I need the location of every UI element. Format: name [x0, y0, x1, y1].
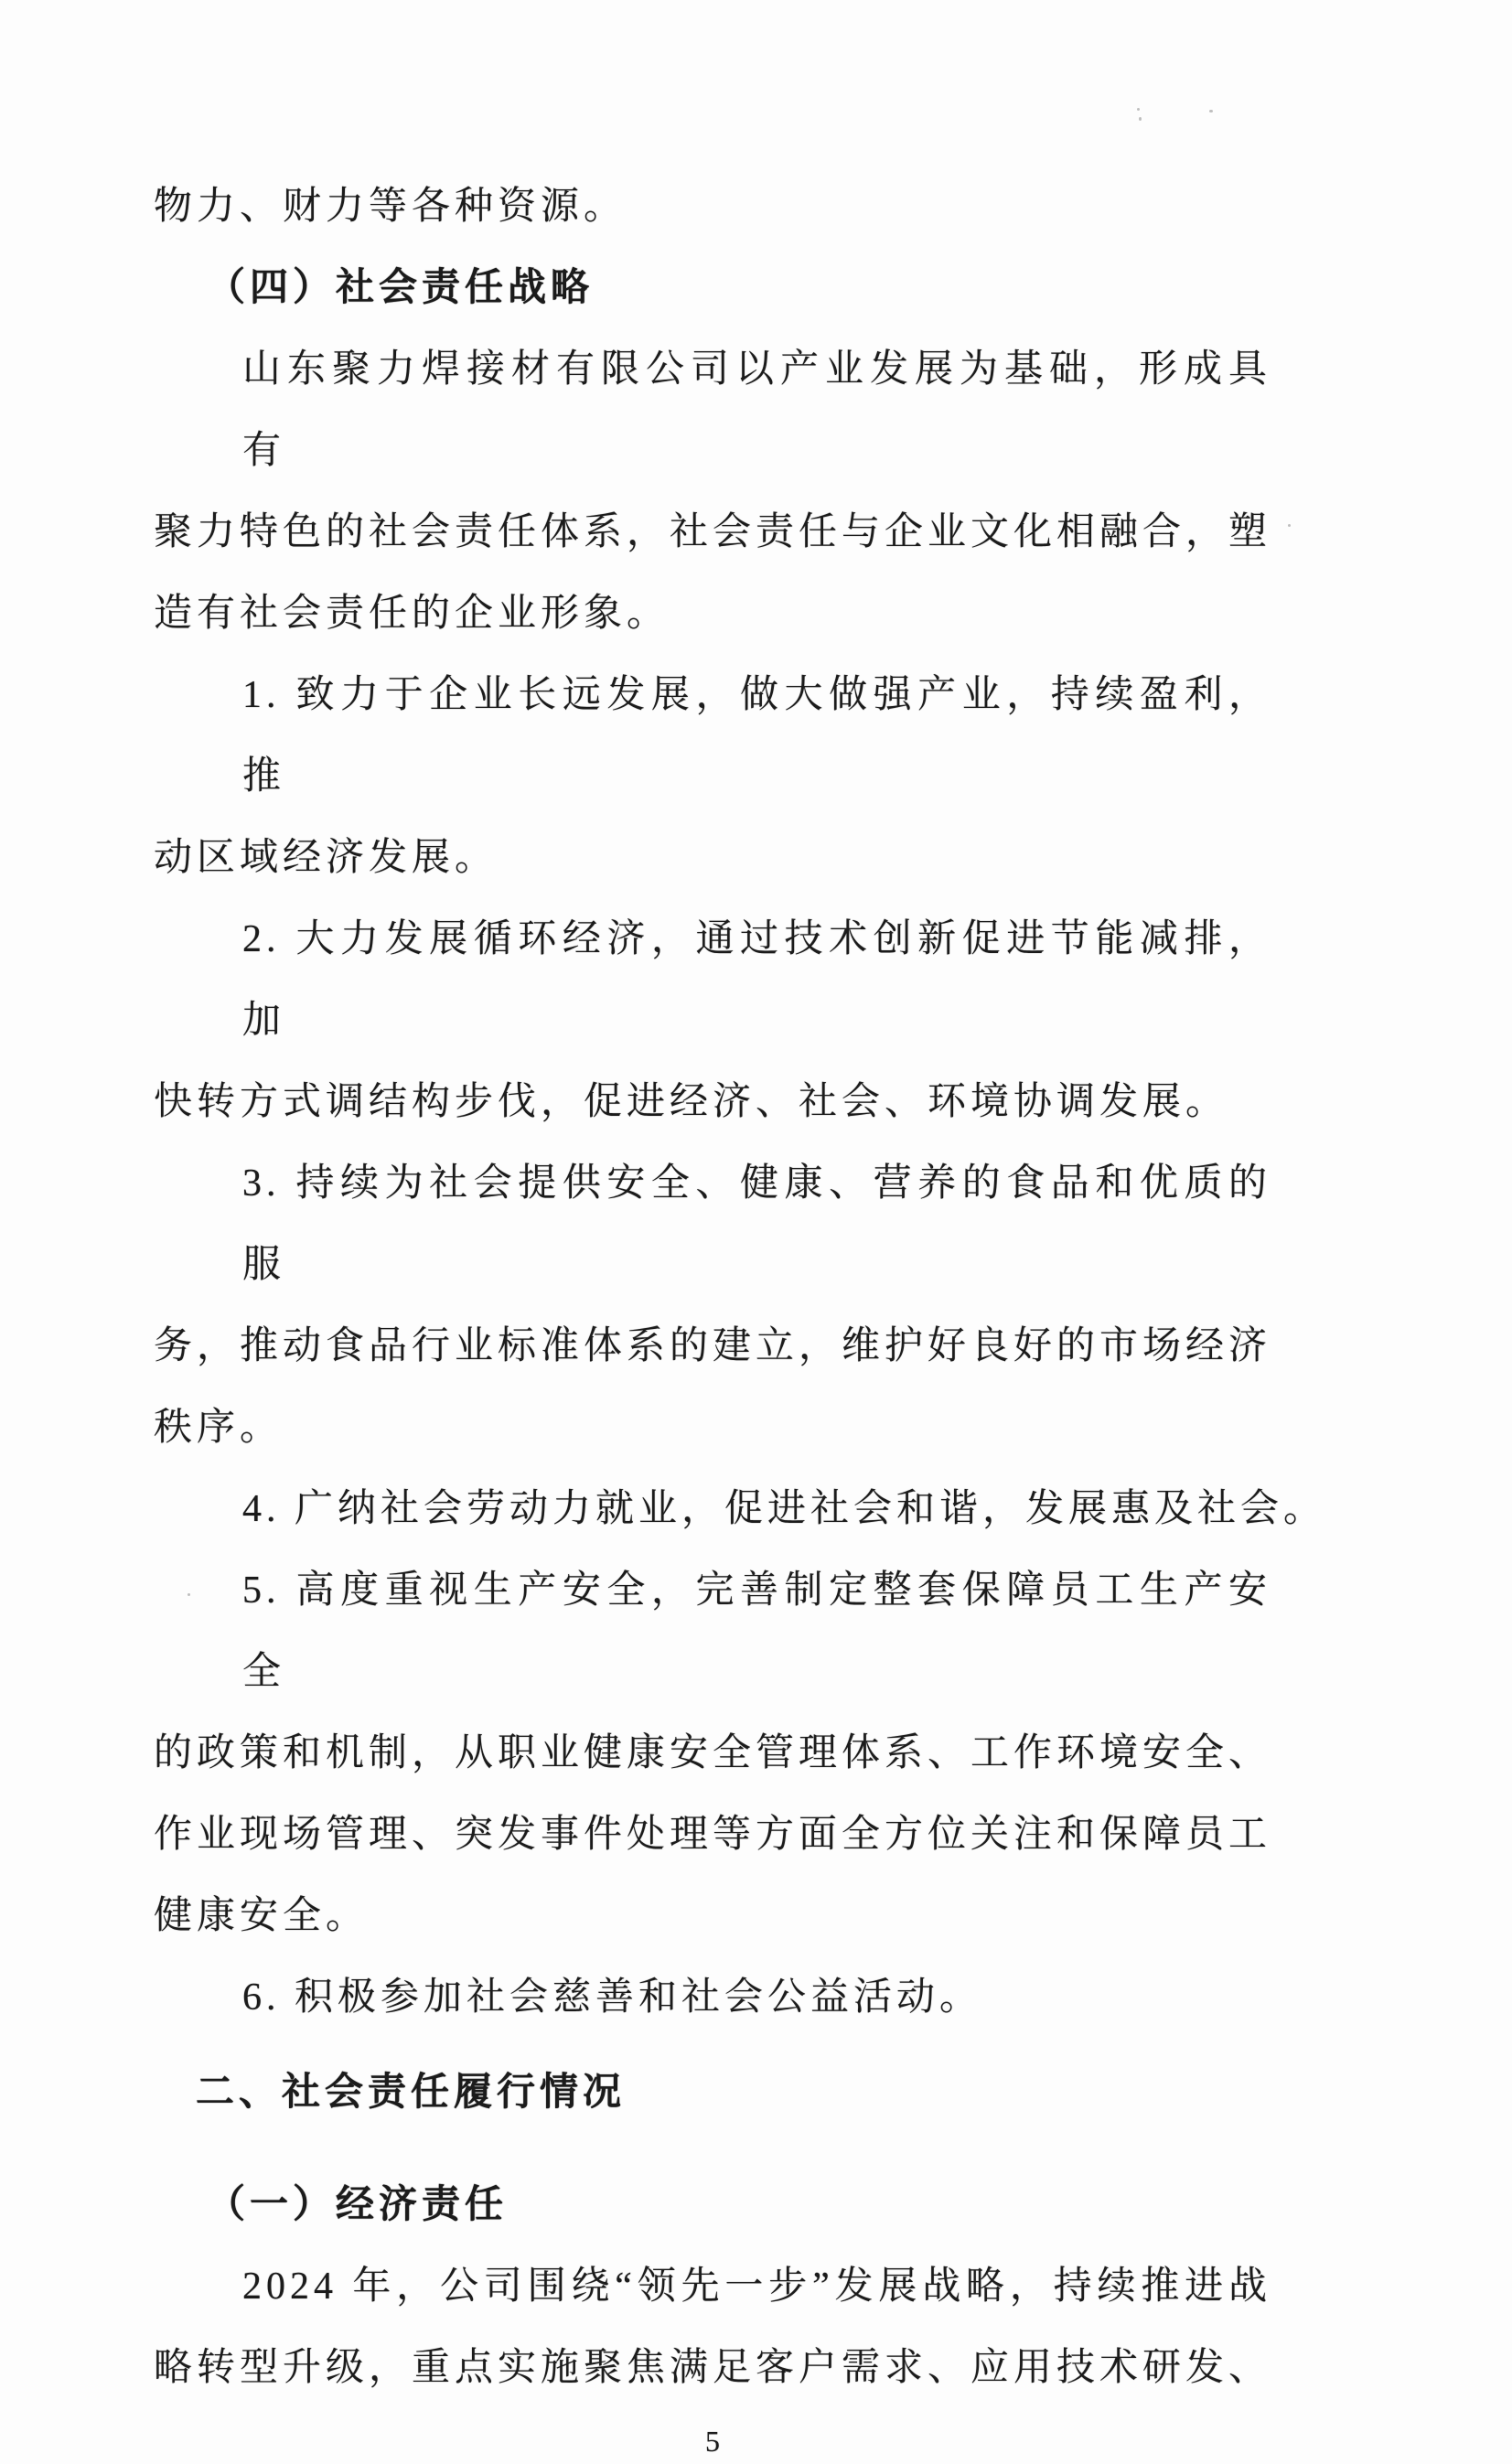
page-number: 5: [705, 2425, 720, 2458]
text-line: 快转方式调结构步伐，促进经济、社会、环境协调发展。: [154, 1081, 1229, 1123]
text-line: 动区域经济发展。: [154, 837, 499, 879]
text-line: 聚力特色的社会责任体系，社会责任与企业文化相融合，塑: [154, 511, 1272, 553]
list-item-4: 4. 广纳社会劳动力就业，促进社会和谐，发展惠及社会。: [242, 1488, 1327, 1530]
text-line: 物力、财力等各种资源。: [154, 186, 627, 228]
scan-speck: [1209, 110, 1213, 112]
text-line: 健康安全。: [154, 1895, 370, 1937]
text-line: 秩序。: [154, 1407, 284, 1449]
text-block: [154, 166, 1327, 2464]
scan-speck: [1139, 117, 1142, 121]
section-heading-2: 二、社会责任履行情况: [196, 2072, 627, 2114]
text-line: 造有社会责任的企业形象。: [154, 593, 670, 635]
scan-speck: [1288, 524, 1291, 527]
section-heading-4: （四）社会责任战略: [207, 267, 595, 309]
list-item-1: 1. 致力于企业长远发展，做大做强产业，持续盈利，推: [242, 674, 1271, 798]
scan-speck: [1137, 108, 1140, 111]
list-item-5: 5. 高度重视生产安全，完善制定整套保障员工生产安全: [242, 1569, 1271, 1693]
list-item-3: 3. 持续为社会提供安全、健康、营养的食品和优质的服: [242, 1162, 1271, 1286]
list-item-6: 6. 积极参加社会慈善和社会公益活动。: [242, 1977, 983, 2019]
text-line: 作业现场管理、突发事件处理等方面全方位关注和保障员工: [154, 1814, 1272, 1856]
text-line: 略转型升级，重点实施聚焦满足客户需求、应用技术研发、: [154, 2347, 1272, 2389]
text-line: 务，推动食品行业标准体系的建立，维护好良好的市场经济: [154, 1325, 1272, 1367]
list-item-2: 2. 大力发展循环经济，通过技术创新促进节能减排，加: [242, 918, 1271, 1042]
text-line: 山东聚力焊接材有限公司以产业发展为基础，形成具有: [242, 348, 1271, 472]
section-heading-2-1: （一）经济责任: [207, 2184, 509, 2226]
text-line: 的政策和机制，从职业健康安全管理体系、工作环境安全、: [154, 1732, 1272, 1774]
text-line: 2024 年，公司围绕“领先一步”发展战略，持续推进战: [242, 2266, 1271, 2308]
